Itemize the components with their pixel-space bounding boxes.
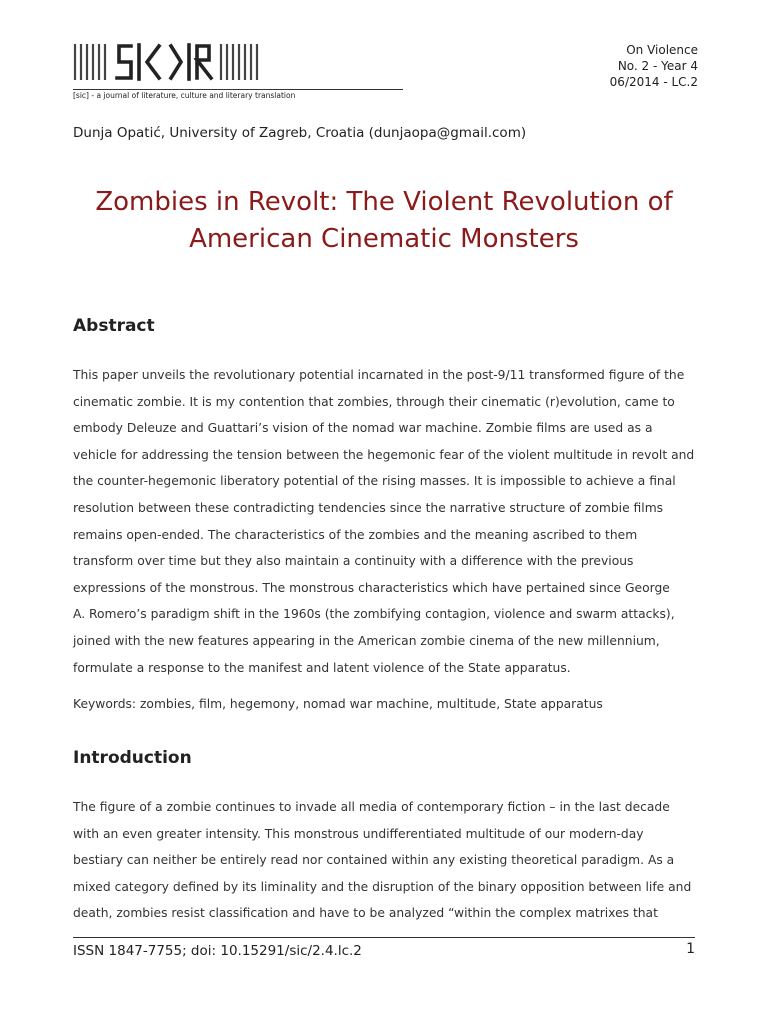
text-line: cinematic zombie. It is my contention that zombies, through their cinematic (r)evolution, came to [73, 394, 675, 409]
introduction-heading: Introduction [73, 748, 192, 768]
text-line: the counter-hegemonic liberatory potential of the rising masses. It is impossible to achieve a final [73, 474, 676, 489]
text-line: The figure of a zombie continues to invade all media of contemporary fiction – in the last decade [73, 800, 670, 814]
text-line: with an even greater intensity. This monstrous undifferentiated multitude of our modern-day [73, 826, 644, 841]
text-line: vehicle for addressing the tension between the hegemonic fear of the violent multitude in revolt and [73, 447, 695, 462]
text-line: A. Romero’s paradigm shift in the 1960s (the zombifying contagion, violence and swarm attacks), [73, 607, 675, 622]
page-number: 1 [686, 941, 695, 957]
text-line: resolution between these contradicting tendencies since the narrative structure of zombie films [73, 500, 664, 515]
footer-divider [73, 937, 695, 938]
author-line: Dunja Opatić, University of Zagreb, Croatia (dunjaopa@gmail.com) [73, 125, 527, 141]
sic-logo [73, 42, 333, 82]
text-line: This paper unveils the revolutionary potential incarnated in the post-9/11 transformed figure of the [73, 368, 685, 382]
text-line: expressions of the monstrous. The monstrous characteristics which have pertained since George [73, 580, 670, 595]
title-line: Zombies in Revolt: The Violent Revolution of [95, 187, 673, 217]
paper-title [60, 184, 708, 258]
text-line: transform over time but they also maintain a continuity with a difference with the previous [73, 554, 634, 569]
issue-theme: On Violence [626, 43, 698, 57]
text-line: embody Deleuze and Guattari’s vision of the nomad war machine. Zombie films are used as a [73, 421, 653, 436]
text-line: remains open-ended. The characteristics of the zombies and the meaning ascribed to them [73, 527, 638, 542]
footer-citation: ISSN 1847-7755; doi: 10.15291/sic/2.4.lc.2 [73, 943, 362, 959]
text-line: death, zombies resist classification and have to be analyzed “within the complex matrixes that [73, 906, 658, 921]
introduction-text [73, 799, 713, 932]
text-line: mixed category defined by its liminality and the disruption of the binary opposition between life and [73, 879, 692, 894]
text-line: bestiary can neither be entirely read nor contained within any existing theoretical paradigm. As a [73, 853, 675, 868]
issue-number: No. 2 - Year 4 [617, 59, 698, 73]
keywords-line: Keywords: zombies, film, hegemony, nomad war machine, multitude, State apparatus [73, 697, 603, 711]
text-line: joined with the new features appearing in the American zombie cinema of the new millennium, [73, 633, 660, 648]
journal-header [73, 42, 698, 102]
issue-info [610, 42, 698, 90]
abstract-heading: Abstract [73, 316, 155, 336]
title-line: American Cinematic Monsters [189, 224, 579, 254]
issue-date: 06/2014 - LC.2 [609, 75, 698, 89]
abstract-text [73, 367, 713, 686]
text-line: formulate a response to the manifest and latent violence of the State apparatus. [73, 660, 571, 675]
journal-tagline: [sic] - a journal of literature, culture and literary translation [73, 89, 403, 100]
sic-logo-graphic [73, 42, 333, 82]
